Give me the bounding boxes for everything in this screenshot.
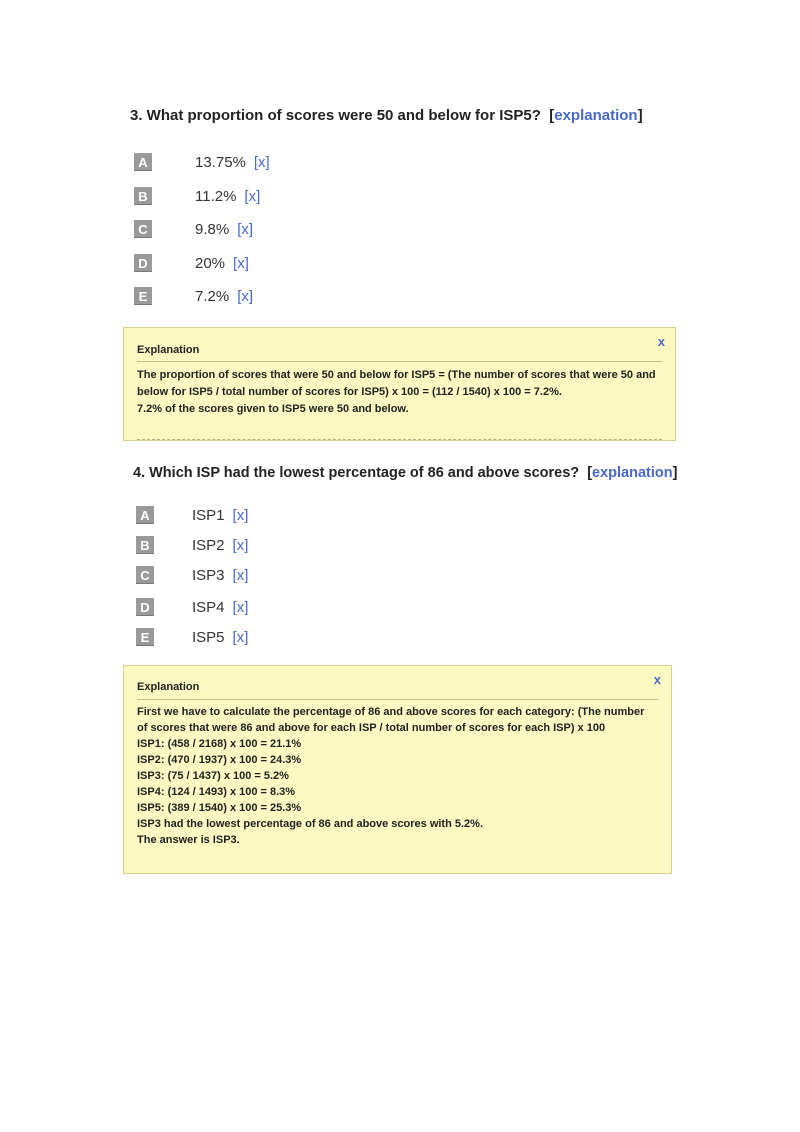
remove-option-button[interactable]: [x] [232,536,249,554]
remove-option-button[interactable]: [x] [233,254,249,272]
explanation-line: ISP3 had the lowest percentage of 86 and above scores with 5.2%. [137,818,484,830]
question-4-explanation-panel [123,665,672,874]
q3-option-a[interactable] [134,152,334,172]
explanation-line: ISP4: (124 / 1493) x 100 = 8.3% [137,786,296,798]
explanation-line: ISP3: (75 / 1437) x 100 = 5.2% [137,770,289,782]
q4-option-c[interactable] [136,565,336,585]
option-text: 9.8% [195,220,230,238]
option-letter-e: E [136,628,154,646]
option-text: ISP5 [192,628,225,646]
question-3-explanation-panel [123,327,676,441]
q4-option-d[interactable] [136,597,336,617]
option-text: 20% [195,254,226,272]
explanation-divider [137,361,662,362]
question-3-explanation-link[interactable]: explanation [554,107,638,124]
explanation-line: The proportion of scores that were 50 and below for ISP5 = (The number of scores that were 50 and below for ISP5 / total number of scores for ISP5) x 100 = (112 / 1540) x 100 = 7.2%. [137,369,656,398]
option-letter-c: C [136,566,154,584]
explanation-title: Explanation [137,681,200,693]
remove-option-button[interactable]: [x] [237,220,254,238]
explanation-line: The answer is ISP3. [137,834,240,846]
option-letter-a: A [136,506,154,524]
question-4-text: 4. Which ISP had the lowest percentage of 86 and above scores? [133,465,580,481]
remove-option-button[interactable]: [x] [232,628,249,646]
option-text: ISP2 [192,536,225,554]
q4-option-a[interactable] [136,505,336,525]
option-letter-e: E [134,287,152,305]
explanation-line: 7.2% of the scores given to ISP5 were 50 and below. [137,403,409,415]
option-letter-d: D [136,598,154,616]
bracket-close: ] [672,465,678,481]
remove-option-button[interactable]: [x] [237,287,254,305]
remove-option-button[interactable]: [x] [232,566,249,584]
option-text: 13.75% [195,153,246,171]
option-letter-b: B [134,187,152,205]
option-text: ISP1 [192,506,225,524]
option-text: ISP4 [192,598,225,616]
explanation-body [137,367,659,418]
close-explanation-button[interactable]: x [653,672,661,687]
question-3-title [130,107,643,124]
option-letter-b: B [136,536,154,554]
remove-option-button[interactable]: [x] [232,598,249,616]
question-3-text: 3. What proportion of scores were 50 and below for ISP5? [130,107,541,124]
explanation-body [137,704,655,848]
bracket-open: [ [587,465,593,481]
explanation-bottom-divider [137,439,662,440]
explanation-line: ISP5: (389 / 1540) x 100 = 25.3% [137,802,302,814]
explanation-line: ISP1: (458 / 2168) x 100 = 21.1% [137,738,302,750]
q3-option-e[interactable] [134,286,334,306]
question-4-title [133,465,677,481]
q3-option-b[interactable] [134,186,334,206]
q3-option-c[interactable] [134,219,334,239]
explanation-line: ISP2: (470 / 1937) x 100 = 24.3% [137,754,302,766]
q4-option-b[interactable] [136,535,336,555]
close-explanation-button[interactable]: x [657,334,665,349]
explanation-divider [137,699,658,700]
q4-option-e[interactable] [136,627,336,647]
option-text: 7.2% [195,287,230,305]
option-text: ISP3 [192,566,225,584]
option-letter-a: A [134,153,152,171]
q3-option-d[interactable] [134,253,334,273]
option-letter-c: C [134,220,152,238]
remove-option-button[interactable]: [x] [232,506,249,524]
bracket-open: [ [549,107,555,124]
remove-option-button[interactable]: [x] [244,187,261,205]
explanation-title: Explanation [137,344,200,356]
option-letter-d: D [134,254,152,272]
option-text: 11.2% [195,187,237,205]
bracket-close: ] [637,107,643,124]
explanation-line: First we have to calculate the percentage of 86 and above scores for each category: (The number of scores that were 86 and above for each ISP / total number of scores for each ISP) x 100 [137,706,645,734]
question-4-explanation-link[interactable]: explanation [592,465,673,481]
remove-option-button[interactable]: [x] [253,153,270,171]
